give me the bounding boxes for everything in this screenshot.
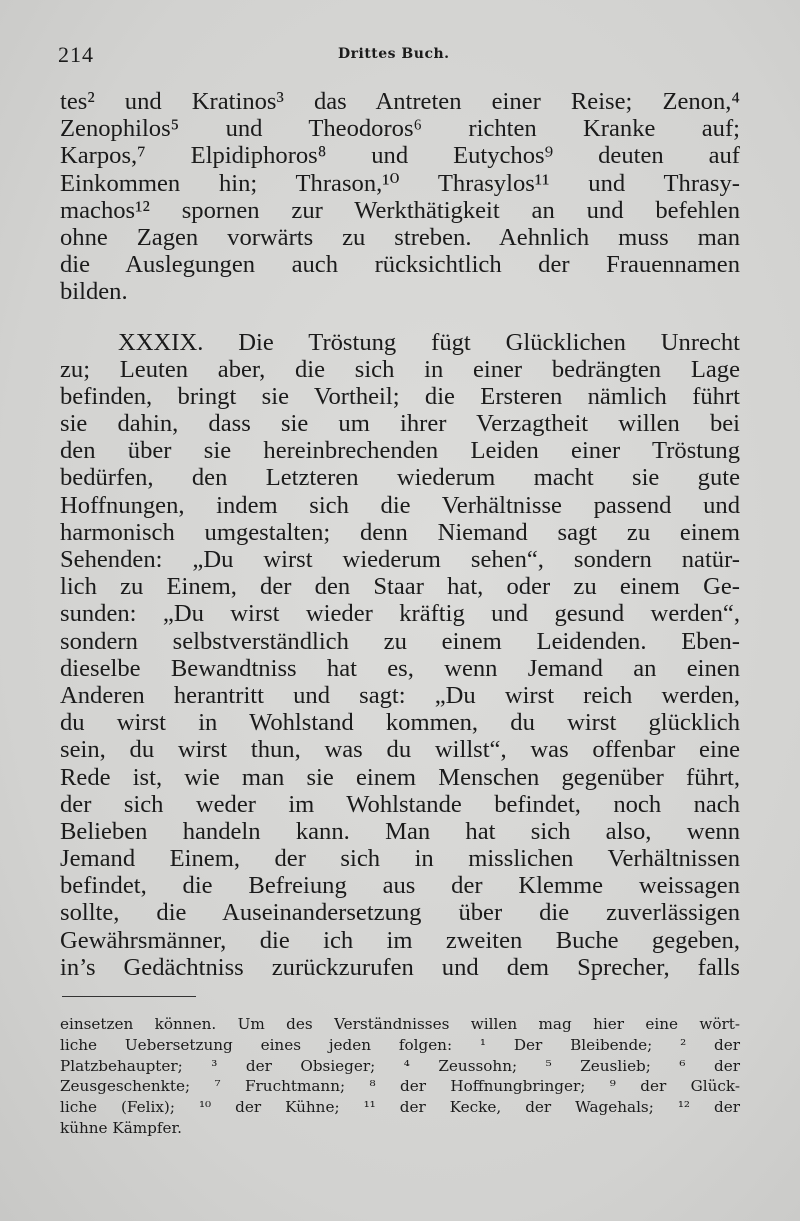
text-line: sunden: „Du wirst wieder kräftig und gesund werden“, (60, 600, 740, 628)
text-line: sie dahin, dass sie um ihrer Verzagtheit willen bei (60, 410, 740, 438)
footnote-line: liche (Felix); ¹⁰ der Kühne; ¹¹ der Kecke, der Wagehals; ¹² der (60, 1098, 740, 1117)
text-line: lich zu Einem, der den Staar hat, oder zu einem Ge- (60, 573, 740, 601)
text-line: ohne Zagen vorwärts zu streben. Aehnlich muss man (60, 223, 740, 251)
text-line: sondern selbstverständlich zu einem Leidenden. Eben- (60, 627, 740, 655)
text-line: Anderen herantritt und sagt: „Du wirst reich werden, (60, 681, 740, 709)
text-line: die Auslegungen auch rücksichtlich der Frauennamen (60, 251, 740, 279)
footnote-line: Zeusgeschenkte; ⁷ Fruchtmann; ⁸ der Hoffnungbringer; ⁹ der Glück- (60, 1077, 740, 1096)
text-line: Hoffnungen, indem sich die Verhältnisse passend und (60, 491, 740, 519)
paragraph-gap (60, 306, 740, 329)
text-line: befinden, bringt sie Vortheil; die Ersteren nämlich führt (60, 382, 740, 410)
body-text (60, 88, 740, 981)
text-line: Karpos,⁷ Elpidiphoros⁸ und Eutychos⁹ deuten auf (60, 142, 740, 170)
text-line: bilden. (60, 278, 128, 306)
footnote-line: einsetzen können. Um des Verständnisses willen mag hier eine wört- (60, 1015, 740, 1033)
text-line: zu; Leuten aber, die sich in einer bedrängten Lage (60, 355, 740, 383)
text-line: sein, du wirst thun, was du willst“, was offenbar eine (60, 736, 740, 764)
page-number: 214 (58, 42, 94, 67)
footnote-line: liche Uebersetzung eines jeden folgen: ¹ Der Bleibende; ² der (60, 1035, 740, 1054)
text-line: Rede ist, wie man sie einem Menschen gegenüber führt, (60, 763, 740, 791)
text-line: Gewährsmänner, die ich im zweiten Buche gegeben, (60, 926, 740, 954)
footnotes (60, 1014, 740, 1139)
text-line: dieselbe Bewandtniss hat es, wenn Jemand an einen (60, 654, 740, 682)
text-line: du wirst in Wohlstand kommen, du wirst glücklich (60, 709, 740, 737)
text-line: bedürfen, den Letzteren wiederum macht sie gute (60, 464, 740, 492)
text-line: tes² und Kratinos³ das Antreten einer Reise; Zenon,⁴ (60, 88, 740, 115)
paragraph-continuation (60, 88, 740, 306)
footnote-line: kühne Kämpfer. (60, 1118, 182, 1137)
running-head: Drittes Buch. (338, 46, 450, 62)
text-line: sollte, die Auseinandersetzung über die zuverlässigen (60, 899, 740, 927)
text-line: Zenophilos⁵ und Theodoros⁶ richten Kranke auf; (60, 115, 740, 143)
page-header (58, 42, 742, 72)
text-line: der sich weder im Wohlstande befindet, noch nach (60, 790, 740, 818)
footnote-line: Platzbehaupter; ³ der Obsieger; ⁴ Zeussohn; ⁵ Zeuslieb; ⁶ der (60, 1056, 740, 1075)
footnote-rule (62, 996, 196, 997)
text-line: in’s Gedächtniss zurückzurufen und dem Sprecher, falls (60, 953, 740, 981)
text-line: Jemand Einem, der sich in misslichen Verhältnissen (60, 845, 740, 873)
text-line: Belieben handeln kann. Man hat sich also, wenn (60, 817, 740, 845)
text-line: harmonisch umgestalten; denn Niemand sagt zu einem (60, 518, 740, 546)
text-line: machos¹² spornen zur Werkthätigkeit an und befehlen (60, 196, 740, 224)
text-line: befindet, die Befreiung aus der Klemme weissagen (60, 872, 740, 900)
text-line: Einkommen hin; Thrason,¹⁰ Thrasylos¹¹ und Thrasy- (60, 169, 740, 197)
text-line: XXXIX. Die Tröstung fügt Glücklichen Unrecht (118, 328, 740, 356)
text-line: Sehenden: „Du wirst wiederum sehen“, sondern natür- (60, 546, 740, 573)
paragraph-section-xxxix (60, 329, 740, 982)
text-line: den über sie hereinbrechenden Leiden einer Tröstung (60, 437, 740, 465)
